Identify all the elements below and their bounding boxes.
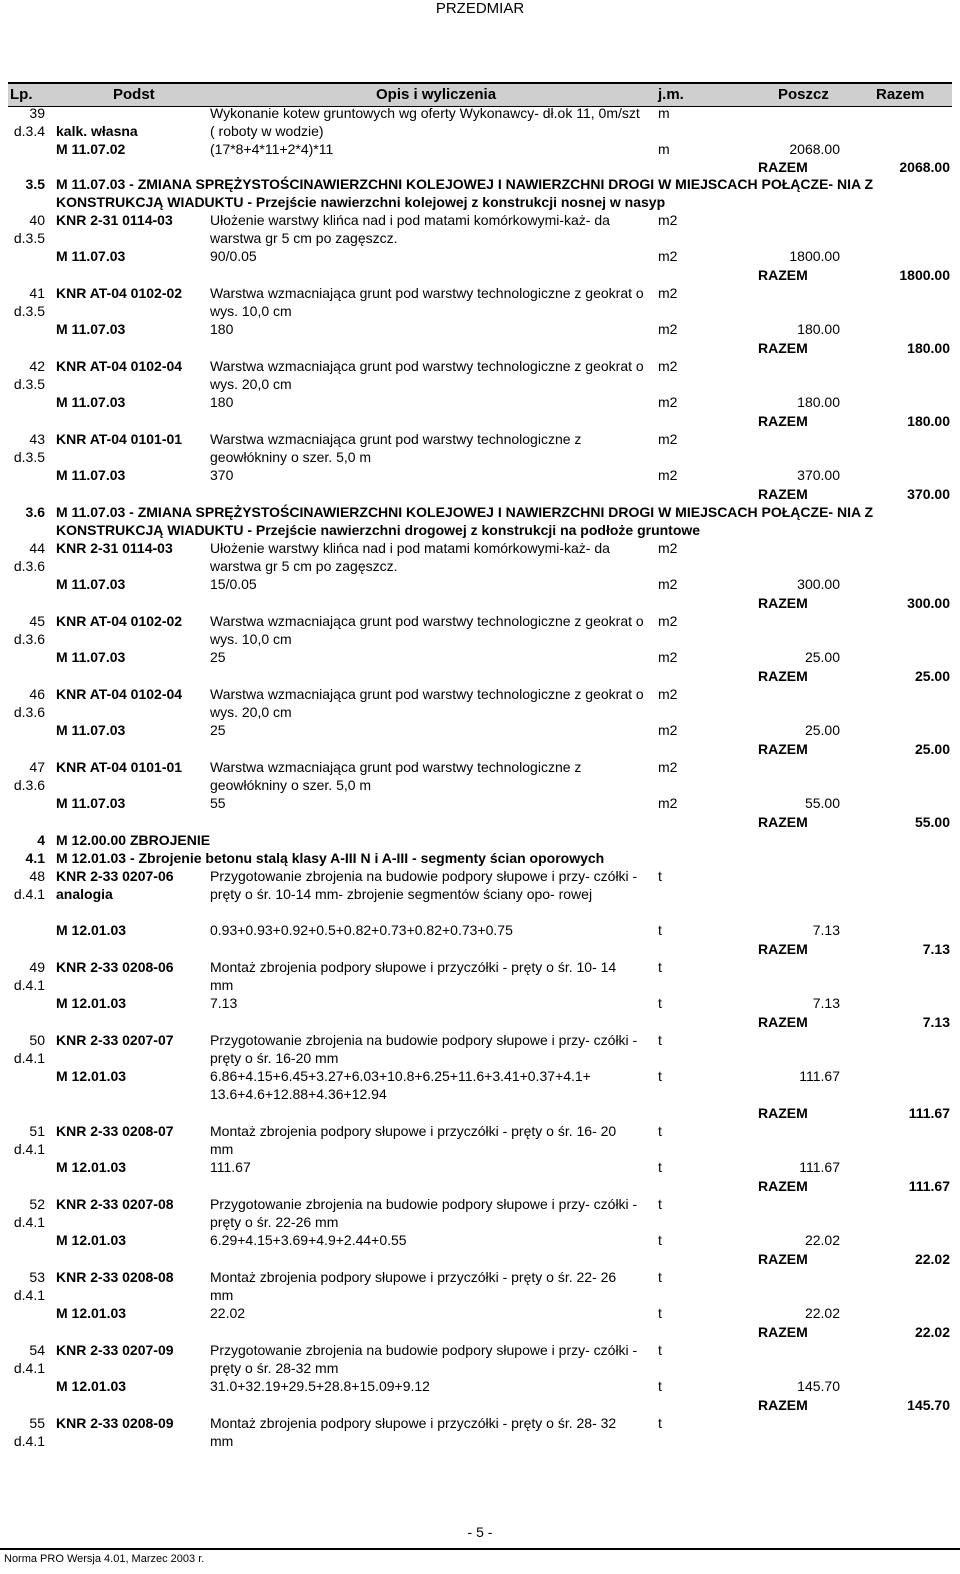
row-description: Warstwa wzmacniająca grunt pod warstwy technologiczne z geowłókniny o szer. 5,0 m — [210, 759, 582, 793]
table-row — [8, 284, 952, 357]
row-ref: d.3.5 — [13, 303, 45, 319]
row-podst: KNR 2-31 0114-03 — [56, 212, 173, 228]
table-row — [8, 1122, 952, 1195]
row-lp: 55 — [29, 1415, 45, 1431]
row-unit: m — [658, 141, 670, 157]
row-quantity: 7.13 — [812, 922, 840, 938]
row-total-label: RAZEM — [758, 267, 808, 283]
table-body — [8, 104, 952, 1454]
row-unit: t — [658, 1032, 662, 1048]
row-podst: KNR 2-33 0208-07 — [56, 1123, 174, 1139]
row-podst: KNR AT-04 0102-04 — [56, 686, 183, 702]
row-unit: m2 — [658, 686, 678, 702]
row-quantity: 300.00 — [797, 576, 840, 592]
row-total-label: RAZEM — [758, 814, 808, 830]
row-unit: t — [658, 995, 662, 1011]
row-total: 2068.00 — [899, 159, 950, 175]
row-lp: 54 — [29, 1342, 45, 1358]
col-opis: Opis i wyliczenia — [376, 86, 497, 103]
row-total: 180.00 — [907, 413, 950, 429]
row-total-label: RAZEM — [758, 941, 808, 957]
row-ref: d.4.1 — [13, 1141, 45, 1157]
row-lp: 53 — [29, 1269, 45, 1285]
row-quantity: 2068.00 — [789, 141, 840, 157]
table-row — [8, 958, 952, 1031]
row-podst: KNR 2-33 0208-06 — [56, 959, 174, 975]
row-podst: KNR AT-04 0102-02 — [56, 285, 183, 301]
row-ref: d.4.1 — [13, 977, 45, 993]
row-podst: KNR 2-33 0208-08 — [56, 1269, 174, 1285]
row-lp: 45 — [29, 613, 45, 629]
row-quantity: 22.02 — [804, 1232, 840, 1248]
row-unit: m2 — [658, 358, 678, 374]
row-ref: d.3.6 — [13, 558, 45, 574]
row-description: Przygotowanie zbrojenia na budowie podpory słupowe i przy- czółki - pręty o śr. 16-20 mm — [210, 1032, 638, 1066]
row-quantity: 7.13 — [812, 995, 840, 1011]
table-row — [8, 104, 952, 175]
row-lp: 46 — [29, 686, 45, 702]
row-ref: d.4.1 — [13, 886, 45, 902]
row-quantity: 145.70 — [797, 1378, 840, 1394]
row-unit: t — [658, 1232, 662, 1248]
table-row — [8, 1341, 952, 1414]
row-description: Montaż zbrojenia podpory słupowe i przyczółki - pręty o śr. 16- 20 mm — [210, 1123, 617, 1157]
row-unit: t — [658, 959, 662, 975]
row-podst: KNR 2-33 0207-09 — [56, 1342, 174, 1358]
row-lp: 40 — [29, 212, 45, 228]
row-unit: t — [658, 1305, 662, 1321]
table-row — [8, 1268, 952, 1341]
row-unit: t — [658, 1378, 662, 1394]
section-number: 4.1 — [25, 850, 45, 866]
row-description: Przygotowanie zbrojenia na budowie podpory słupowe i przy- czółki - pręty o śr. 10-14 mm- zbrojenie segmentów ściany opo- rowej — [210, 868, 638, 902]
row-total-label: RAZEM — [758, 1178, 808, 1194]
section-title: M 11.07.03 - ZMIANA SPRĘŻYSTOŚCINAWIERZCHNI KOLEJOWEJ I NAWIERZCHNI DROGI W MIEJSCACH POŁĄCZE- NIA Z KONSTRUKCJĄ WIADUKTU - Przejście nawierzchni kolejowej z konstrukcji nosnej w nasyp — [56, 176, 873, 210]
row-unit: m2 — [658, 613, 678, 629]
row-ref: d.3.5 — [13, 230, 45, 246]
row-spec-code: M 11.07.03 — [56, 649, 126, 665]
row-podst: KNR AT-04 0102-04 — [56, 358, 183, 374]
page-number: - 5 - — [467, 1524, 493, 1540]
row-calculation: 22.02 — [210, 1305, 246, 1321]
row-unit: t — [658, 1269, 662, 1285]
table-row — [8, 357, 952, 430]
row-podst-note: analogia — [56, 886, 113, 902]
row-description: Montaż zbrojenia podpory słupowe i przyczółki - pręty o śr. 10- 14 mm — [210, 959, 617, 993]
table-row — [8, 430, 952, 503]
row-total: 111.67 — [908, 1105, 950, 1121]
row-unit: m2 — [658, 576, 678, 592]
row-unit: t — [658, 1068, 662, 1084]
row-unit: m — [658, 105, 670, 121]
table-row — [8, 685, 952, 758]
row-calculation: 6.86+4.15+6.45+3.27+6.03+10.8+6.25+11.6+3.41+0.37+4.1+ 13.6+4.6+12.88+4.36+12.94 — [210, 1068, 591, 1102]
row-total: 145.70 — [907, 1397, 950, 1413]
row-quantity: 370.00 — [797, 467, 840, 483]
row-description: Ułożenie warstwy klińca nad i pod matami komórkowymi-każ- da warstwa gr 5 cm po zagęszcz. — [210, 212, 610, 246]
row-total-label: RAZEM — [758, 668, 808, 684]
table-row — [8, 758, 952, 831]
row-spec-code: M 11.07.03 — [56, 248, 126, 264]
row-total: 180.00 — [907, 340, 950, 356]
row-ref: d.3.6 — [13, 704, 45, 720]
row-quantity: 180.00 — [797, 321, 840, 337]
col-poszcz: Poszcz — [778, 86, 829, 103]
row-spec-code: M 12.01.03 — [56, 1232, 127, 1248]
row-calculation: 25 — [210, 722, 226, 738]
row-total-label: RAZEM — [758, 1397, 808, 1413]
row-podst: KNR 2-31 0114-03 — [56, 540, 173, 556]
col-razem: Razem — [876, 86, 925, 103]
row-total: 22.02 — [914, 1251, 950, 1267]
row-podst: KNR 2-33 0207-08 — [56, 1196, 174, 1212]
row-lp: 44 — [29, 540, 45, 556]
row-lp: 51 — [29, 1123, 45, 1139]
row-description: Montaż zbrojenia podpory słupowe i przyczółki - pręty o śr. 22- 26 mm — [210, 1269, 617, 1303]
row-lp: 48 — [29, 868, 45, 884]
row-unit: m2 — [658, 649, 678, 665]
row-calculation: 370 — [210, 467, 234, 483]
row-spec-code: M 11.07.03 — [56, 321, 126, 337]
row-calculation: 55 — [210, 795, 226, 811]
row-spec-code: M 11.07.03 — [56, 795, 126, 811]
row-total-label: RAZEM — [758, 1105, 808, 1121]
row-total: 25.00 — [914, 741, 950, 757]
row-ref: d.4.1 — [13, 1360, 45, 1376]
row-calculation: 0.93+0.93+0.92+0.5+0.82+0.73+0.82+0.73+0.75 — [210, 922, 513, 938]
row-description: Przygotowanie zbrojenia na budowie podpory słupowe i przy- czółki - pręty o śr. 22-26 mm — [210, 1196, 638, 1230]
row-total: 111.67 — [908, 1178, 950, 1194]
row-calculation: 90/0.05 — [210, 248, 257, 264]
row-total-label: RAZEM — [758, 1014, 808, 1030]
row-total-label: RAZEM — [758, 1251, 808, 1267]
row-unit: t — [658, 922, 662, 938]
row-calculation: 7.13 — [210, 995, 238, 1011]
row-unit: m2 — [658, 248, 678, 264]
row-quantity: 111.67 — [799, 1068, 840, 1084]
row-podst: KNR 2-33 0208-09 — [56, 1415, 174, 1431]
row-quantity: 111.67 — [799, 1159, 840, 1175]
col-jm: j.m. — [658, 86, 684, 103]
row-calculation: 180 — [210, 394, 234, 410]
row-unit: t — [658, 868, 662, 884]
row-lp: 42 — [29, 358, 45, 374]
row-lp: 47 — [29, 759, 45, 775]
row-ref: d.4.1 — [13, 1050, 45, 1066]
row-total-label: RAZEM — [758, 595, 808, 611]
section-heading — [8, 831, 952, 849]
row-description: Ułożenie warstwy klińca nad i pod matami komórkowymi-każ- da warstwa gr 5 cm po zagęszcz. — [210, 540, 610, 574]
row-total: 55.00 — [914, 814, 950, 830]
row-lp: 52 — [29, 1196, 45, 1212]
row-unit: m2 — [658, 795, 678, 811]
row-calculation: 15/0.05 — [210, 576, 257, 592]
row-spec-code: M 11.07.03 — [56, 576, 126, 592]
section-heading — [8, 849, 952, 867]
row-lp: 41 — [29, 285, 45, 301]
row-spec-code: M 12.01.03 — [56, 995, 127, 1011]
row-lp: 39 — [29, 105, 45, 121]
section-number: 4 — [37, 832, 45, 848]
section-title: M 12.00.00 ZBROJENIE — [56, 832, 211, 848]
row-total: 300.00 — [907, 595, 950, 611]
row-total-label: RAZEM — [758, 413, 808, 429]
row-description: Warstwa wzmacniająca grunt pod warstwy technologiczne z geowłókniny o szer. 5,0 m — [210, 431, 582, 465]
row-ref: d.3.5 — [13, 449, 45, 465]
row-description: Warstwa wzmacniająca grunt pod warstwy technologiczne z geokrat o wys. 10,0 cm — [210, 613, 644, 647]
table-row — [8, 211, 952, 284]
row-total: 1800.00 — [899, 267, 950, 283]
row-calculation: 6.29+4.15+3.69+4.9+2.44+0.55 — [210, 1232, 407, 1248]
section-heading — [8, 503, 952, 539]
row-description: Wykonanie kotew gruntowych wg oferty Wykonawcy- dł.ok 11, 0m/szt ( roboty w wodzie) — [210, 105, 640, 139]
table-row — [8, 539, 952, 612]
section-number: 3.5 — [25, 176, 45, 192]
page-header: PRZEDMIAR — [435, 0, 525, 17]
row-ref: d.4.1 — [13, 1287, 45, 1303]
row-lp: 43 — [29, 431, 45, 447]
row-total: 25.00 — [914, 668, 950, 684]
row-description: Warstwa wzmacniająca grunt pod warstwy technologiczne z geokrat o wys. 20,0 cm — [210, 686, 644, 720]
footer-divider — [0, 1548, 960, 1550]
row-unit: m2 — [658, 467, 678, 483]
row-spec-code: M 11.07.03 — [56, 394, 126, 410]
row-podst: KNR AT-04 0101-01 — [56, 759, 183, 775]
table-row — [8, 1195, 952, 1268]
row-spec-code: M 12.01.03 — [56, 1305, 127, 1321]
col-podst: Podst — [113, 86, 155, 103]
row-podst: KNR 2-33 0207-06 — [56, 868, 174, 884]
row-total-label: RAZEM — [758, 159, 808, 175]
row-total: 7.13 — [922, 1014, 950, 1030]
row-spec-code: M 12.01.03 — [56, 1159, 127, 1175]
row-spec-code: M 11.07.03 — [56, 467, 126, 483]
row-quantity: 180.00 — [797, 394, 840, 410]
row-total-label: RAZEM — [758, 486, 808, 502]
row-ref: d.3.5 — [13, 376, 45, 392]
row-unit: m2 — [658, 321, 678, 337]
row-unit: m2 — [658, 759, 678, 775]
row-podst: KNR AT-04 0102-02 — [56, 613, 183, 629]
section-heading — [8, 175, 952, 211]
row-quantity: 25.00 — [804, 649, 840, 665]
row-podst: kalk. własna — [56, 123, 138, 139]
section-number: 3.6 — [25, 504, 45, 520]
row-unit: m2 — [658, 540, 678, 556]
row-unit: m2 — [658, 212, 678, 228]
section-title: M 12.01.03 - Zbrojenie betonu stalą klasy A-III N i A-III - segmenty ścian oporowych — [56, 850, 605, 866]
row-description: Warstwa wzmacniająca grunt pod warstwy technologiczne z geokrat o wys. 10,0 cm — [210, 285, 644, 319]
row-quantity: 25.00 — [804, 722, 840, 738]
row-calculation: (17*8+4*11+2*4)*11 — [210, 141, 334, 157]
row-spec-code: M 12.01.03 — [56, 922, 127, 938]
row-spec-code: M 12.01.03 — [56, 1378, 127, 1394]
row-total: 7.13 — [922, 941, 950, 957]
row-calculation: 180 — [210, 321, 234, 337]
row-ref: d.4.1 — [13, 1433, 45, 1449]
table-row — [8, 1414, 952, 1454]
row-lp: 50 — [29, 1032, 45, 1048]
row-ref: d.3.4 — [13, 123, 45, 139]
row-description: Warstwa wzmacniająca grunt pod warstwy technologiczne z geokrat o wys. 20,0 cm — [210, 358, 644, 392]
row-ref: d.3.6 — [13, 777, 45, 793]
row-quantity: 1800.00 — [789, 248, 840, 264]
row-unit: m2 — [658, 431, 678, 447]
col-lp: Lp. — [10, 86, 33, 103]
row-podst: KNR AT-04 0101-01 — [56, 431, 183, 447]
row-spec-code: M 12.01.03 — [56, 1068, 127, 1084]
row-total-label: RAZEM — [758, 340, 808, 356]
table-row — [8, 612, 952, 685]
table-row — [8, 1031, 952, 1122]
row-ref: d.3.6 — [13, 631, 45, 647]
row-description: Montaż zbrojenia podpory słupowe i przyczółki - pręty o śr. 28- 32 mm — [210, 1415, 617, 1449]
row-total-label: RAZEM — [758, 741, 808, 757]
row-calculation: 111.67 — [210, 1159, 251, 1175]
row-total-label: RAZEM — [758, 1324, 808, 1340]
section-title: M 11.07.03 - ZMIANA SPRĘŻYSTOŚCINAWIERZCHNI KOLEJOWEJ I NAWIERZCHNI DROGI W MIEJSCACH POŁĄCZE- NIA Z KONSTRUKCJĄ WIADUKTU - Przejście nawierzchni drogowej z konstrukcji na podłoże gruntowe — [56, 504, 873, 538]
row-unit: t — [658, 1342, 662, 1358]
row-unit: t — [658, 1415, 662, 1431]
row-calculation: 31.0+32.19+29.5+28.8+15.09+9.12 — [210, 1378, 430, 1394]
row-unit: m2 — [658, 722, 678, 738]
table-row — [8, 867, 952, 958]
row-calculation: 25 — [210, 649, 226, 665]
row-quantity: 55.00 — [804, 795, 840, 811]
row-spec-code: M 11.07.03 — [56, 722, 126, 738]
row-lp: 49 — [29, 959, 45, 975]
row-quantity: 22.02 — [804, 1305, 840, 1321]
footer-text: Norma PRO Wersja 4.01, Marzec 2003 r. — [4, 1553, 205, 1565]
row-unit: t — [658, 1159, 662, 1175]
row-unit: m2 — [658, 394, 678, 410]
row-description: Przygotowanie zbrojenia na budowie podpory słupowe i przy- czółki - pręty o śr. 28-32 mm — [210, 1342, 638, 1376]
row-total: 22.02 — [914, 1324, 950, 1340]
row-podst: KNR 2-33 0207-07 — [56, 1032, 174, 1048]
row-unit: t — [658, 1123, 662, 1139]
row-ref: d.4.1 — [13, 1214, 45, 1230]
row-total: 370.00 — [907, 486, 950, 502]
row-unit: m2 — [658, 285, 678, 301]
row-unit: t — [658, 1196, 662, 1212]
row-spec-code: M 11.07.02 — [56, 141, 126, 157]
